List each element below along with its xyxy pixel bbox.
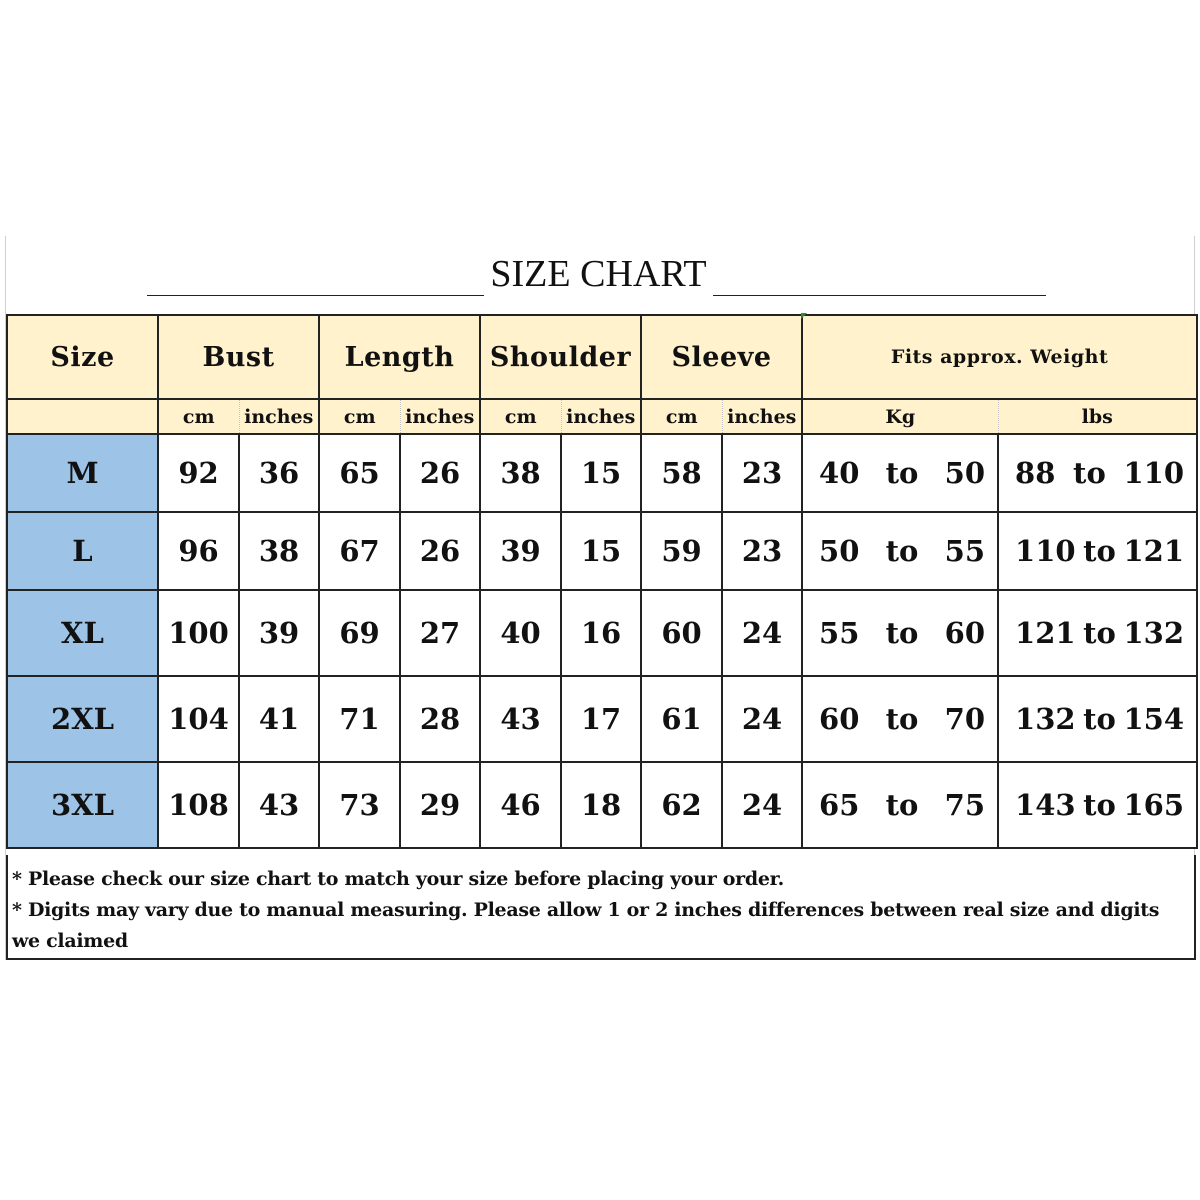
units-row — [7, 399, 1197, 434]
header-length: Length — [319, 315, 480, 399]
weight-lbs-from: 143 — [1015, 788, 1076, 822]
measure-cell-length-cm: 71 — [319, 676, 400, 762]
unit-length-inches: inches — [400, 399, 480, 434]
header-weight: Fits approx. Weight — [802, 315, 1197, 399]
weight-kg-to: 55 — [944, 534, 986, 568]
unit-weight-kg: Kg — [802, 399, 998, 434]
weight-kg-range — [803, 702, 997, 736]
table-row — [7, 762, 1197, 848]
measure-cell-sleeve-cm: 59 — [641, 512, 722, 590]
measure-cell-length-in: 26 — [400, 512, 480, 590]
title-row — [6, 236, 1194, 314]
range-to-word: to — [885, 788, 919, 822]
weight-kg-from: 50 — [819, 534, 860, 568]
unit-shoulder-inches: inches — [561, 399, 641, 434]
measure-cell-bust-in: 41 — [239, 676, 319, 762]
size-label-cell: L — [7, 512, 158, 590]
measure-cell-length-in: 27 — [400, 590, 480, 676]
range-to-word: to — [1083, 702, 1116, 736]
measure-cell-sleeve-in: 23 — [722, 512, 802, 590]
weight-lbs-to: 121 — [1123, 534, 1185, 568]
measure-cell-shoulder-in: 15 — [561, 512, 641, 590]
weight-lbs-range — [999, 456, 1196, 490]
table-row — [7, 590, 1197, 676]
weight-kg-range — [803, 788, 997, 822]
measure-cell-length-cm: 73 — [319, 762, 400, 848]
measure-cell-sleeve-in: 23 — [722, 434, 802, 512]
weight-lbs-from: 88 — [1015, 456, 1056, 490]
notes-box — [6, 855, 1196, 960]
range-to-word: to — [885, 616, 919, 650]
measure-cell-shoulder-cm: 40 — [480, 590, 561, 676]
weight-kg-range — [803, 534, 997, 568]
weight-lbs-to: 165 — [1123, 788, 1185, 822]
measure-cell-bust-cm: 104 — [158, 676, 239, 762]
weight-kg-to: 60 — [944, 616, 986, 650]
measure-cell-sleeve-cm: 60 — [641, 590, 722, 676]
measure-cell-bust-cm: 92 — [158, 434, 239, 512]
measure-cell-shoulder-cm: 46 — [480, 762, 561, 848]
measure-cell-sleeve-cm: 58 — [641, 434, 722, 512]
cell-corner-marker — [801, 313, 807, 319]
title-rule-left — [147, 295, 484, 296]
measure-cell-length-in: 26 — [400, 434, 480, 512]
measure-cell-length-cm: 65 — [319, 434, 400, 512]
header-bust: Bust — [158, 315, 319, 399]
measure-cell-length-in: 28 — [400, 676, 480, 762]
size-chart-sheet — [5, 236, 1195, 960]
size-label-cell: 2XL — [7, 676, 158, 762]
measure-cell-sleeve-in: 24 — [722, 590, 802, 676]
unit-sleeve-cm: cm — [641, 399, 722, 434]
range-to-word: to — [885, 702, 919, 736]
measure-cell-bust-cm: 96 — [158, 512, 239, 590]
size-label-cell: 3XL — [7, 762, 158, 848]
weight-lbs-cell — [998, 590, 1197, 676]
measure-cell-bust-in: 38 — [239, 512, 319, 590]
weight-lbs-range — [999, 534, 1196, 568]
measure-cell-shoulder-in: 15 — [561, 434, 641, 512]
measure-cell-length-in: 29 — [400, 762, 480, 848]
weight-kg-from: 65 — [819, 788, 860, 822]
header-sleeve: Sleeve — [641, 315, 802, 399]
weight-kg-from: 60 — [819, 702, 860, 736]
weight-lbs-range — [999, 616, 1196, 650]
measure-cell-sleeve-in: 24 — [722, 676, 802, 762]
weight-kg-to: 50 — [944, 456, 986, 490]
header-shoulder: Shoulder — [480, 315, 641, 399]
weight-lbs-from: 121 — [1015, 616, 1076, 650]
measure-cell-shoulder-cm: 43 — [480, 676, 561, 762]
weight-kg-cell — [802, 590, 998, 676]
range-to-word: to — [1083, 616, 1116, 650]
unit-weight-lbs: lbs — [998, 399, 1197, 434]
note-measurement-variance: * Digits may vary due to manual measuring. Please allow 1 or 2 inches differences between real size and digits we claimed — [12, 899, 1160, 952]
measure-cell-bust-in: 43 — [239, 762, 319, 848]
range-to-word: to — [1073, 456, 1106, 490]
measure-cell-bust-in: 39 — [239, 590, 319, 676]
unit-length-cm: cm — [319, 399, 400, 434]
page-title: SIZE CHART — [490, 253, 707, 295]
measure-cell-shoulder-cm: 38 — [480, 434, 561, 512]
weight-lbs-cell — [998, 512, 1197, 590]
weight-kg-to: 70 — [944, 702, 986, 736]
weight-lbs-cell — [998, 676, 1197, 762]
table-row — [7, 676, 1197, 762]
unit-bust-inches: inches — [239, 399, 319, 434]
unit-shoulder-cm: cm — [480, 399, 561, 434]
header-row — [7, 315, 1197, 399]
weight-kg-cell — [802, 512, 998, 590]
unit-bust-cm: cm — [158, 399, 239, 434]
size-label-cell: XL — [7, 590, 158, 676]
weight-kg-cell — [802, 434, 998, 512]
range-to-word: to — [885, 456, 919, 490]
measure-cell-bust-cm: 108 — [158, 762, 239, 848]
weight-kg-cell — [802, 762, 998, 848]
weight-lbs-from: 110 — [1015, 534, 1076, 568]
range-to-word: to — [885, 534, 919, 568]
weight-lbs-to: 110 — [1123, 456, 1185, 490]
weight-kg-from: 40 — [819, 456, 860, 490]
range-to-word: to — [1083, 788, 1116, 822]
range-to-word: to — [1083, 534, 1116, 568]
units-empty — [7, 399, 158, 434]
weight-lbs-range — [999, 702, 1196, 736]
title-rule-right — [713, 295, 1046, 296]
table-row — [7, 512, 1197, 590]
weight-lbs-to: 132 — [1123, 616, 1185, 650]
weight-kg-from: 55 — [819, 616, 860, 650]
header-size: Size — [7, 315, 158, 399]
weight-kg-to: 75 — [944, 788, 986, 822]
measure-cell-shoulder-in: 16 — [561, 590, 641, 676]
measure-cell-length-cm: 69 — [319, 590, 400, 676]
weight-kg-range — [803, 456, 997, 490]
unit-sleeve-inches: inches — [722, 399, 802, 434]
weight-lbs-from: 132 — [1015, 702, 1076, 736]
weight-lbs-cell — [998, 762, 1197, 848]
weight-lbs-range — [999, 788, 1196, 822]
measure-cell-bust-in: 36 — [239, 434, 319, 512]
weight-kg-cell — [802, 676, 998, 762]
measure-cell-sleeve-cm: 61 — [641, 676, 722, 762]
measure-cell-sleeve-cm: 62 — [641, 762, 722, 848]
weight-kg-range — [803, 616, 997, 650]
note-check-size: * Please check our size chart to match your size before placing your order. — [12, 868, 784, 890]
size-table — [6, 314, 1198, 849]
measure-cell-shoulder-in: 18 — [561, 762, 641, 848]
weight-lbs-to: 154 — [1123, 702, 1185, 736]
measure-cell-length-cm: 67 — [319, 512, 400, 590]
weight-lbs-cell — [998, 434, 1197, 512]
table-row — [7, 434, 1197, 512]
measure-cell-shoulder-cm: 39 — [480, 512, 561, 590]
measure-cell-bust-cm: 100 — [158, 590, 239, 676]
measure-cell-shoulder-in: 17 — [561, 676, 641, 762]
measure-cell-sleeve-in: 24 — [722, 762, 802, 848]
size-label-cell: M — [7, 434, 158, 512]
